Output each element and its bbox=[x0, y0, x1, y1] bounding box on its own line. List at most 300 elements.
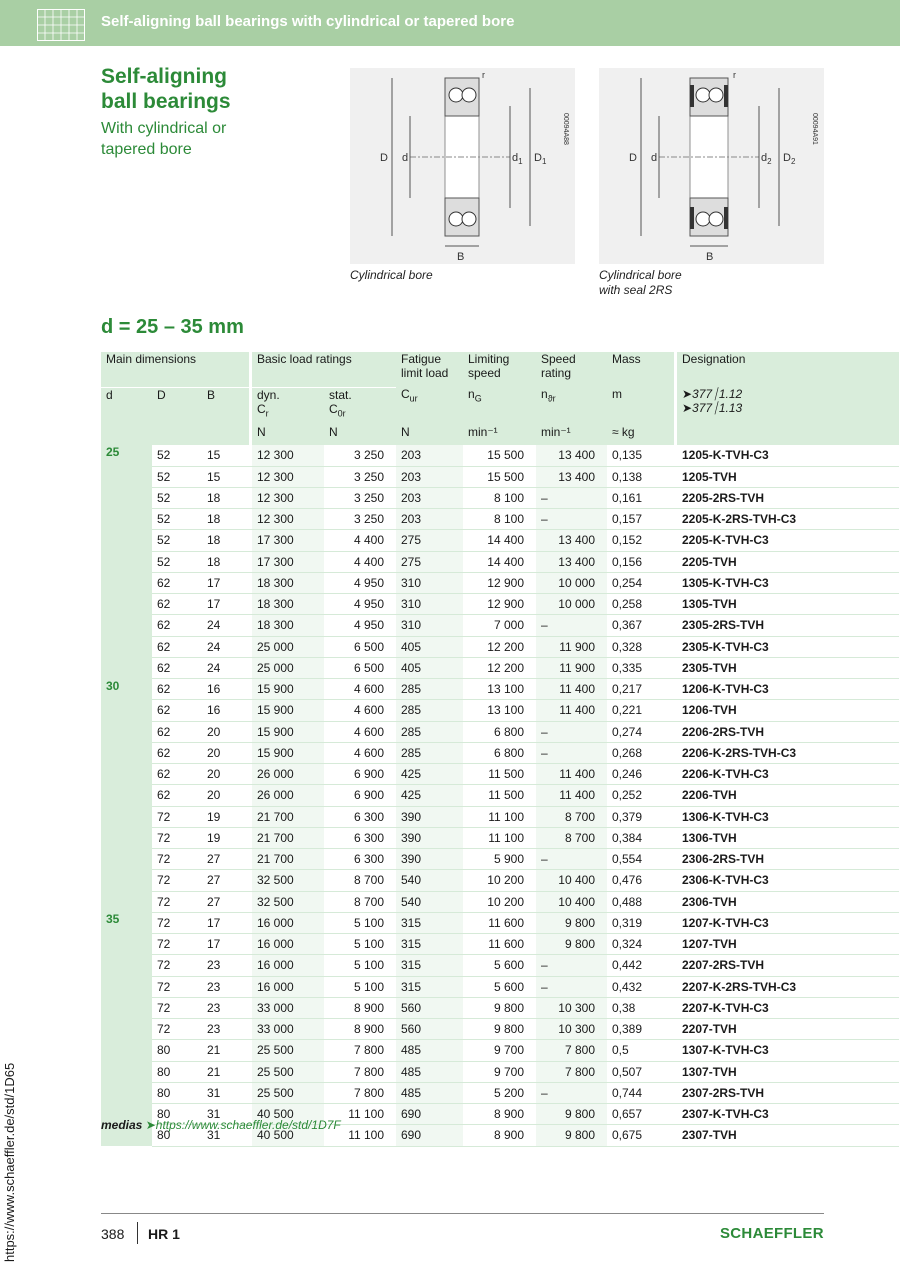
cell-c0r: 4 950 bbox=[324, 594, 396, 615]
unit-ntheta: min⁻¹ bbox=[536, 425, 607, 445]
cell-cr: 16 000 bbox=[252, 912, 324, 933]
table-row bbox=[101, 1061, 899, 1082]
cell-ntheta: 13 400 bbox=[536, 530, 607, 551]
cell-ng: 9 800 bbox=[463, 1019, 536, 1040]
cell-ntheta: 8 700 bbox=[536, 827, 607, 848]
bearing-drawing-cylindrical bbox=[350, 68, 575, 264]
header-cur: $C_{ur}$ bbox=[396, 387, 463, 425]
table-row bbox=[101, 530, 899, 551]
cell-mass: 0,274 bbox=[607, 721, 674, 742]
cell-d: 72 bbox=[152, 912, 202, 933]
cell-b: 24 bbox=[202, 636, 249, 657]
cell-designation: 1305-K-TVH-C3 bbox=[677, 572, 899, 593]
cell-d: 72 bbox=[152, 849, 202, 870]
cell-mass: 0,246 bbox=[607, 764, 674, 785]
cell-d: 80 bbox=[152, 1082, 202, 1103]
cell-ntheta: 8 700 bbox=[536, 806, 607, 827]
fig2-label-D2: D bbox=[783, 152, 791, 164]
table-row bbox=[101, 1019, 899, 1040]
cell-c0r: 8 700 bbox=[324, 870, 396, 891]
header-B: B bbox=[202, 387, 249, 425]
cell-ng: 11 100 bbox=[463, 806, 536, 827]
table-row bbox=[101, 891, 899, 912]
cell-d: 62 bbox=[152, 594, 202, 615]
header-mass: Mass bbox=[607, 352, 674, 387]
header-d: d bbox=[101, 387, 152, 425]
cell-ng: 12 200 bbox=[463, 636, 536, 657]
cell-cr: 18 300 bbox=[252, 615, 324, 636]
fig2-label-d: d bbox=[651, 152, 658, 164]
cell-mass: 0,328 bbox=[607, 636, 674, 657]
cell-ntheta: 9 800 bbox=[536, 912, 607, 933]
cell-c0r: 4 950 bbox=[324, 615, 396, 636]
fig1-label-D1: D bbox=[534, 152, 542, 164]
cell-c0r: 7 800 bbox=[324, 1040, 396, 1061]
cell-b: 19 bbox=[202, 827, 249, 848]
cell-c0r: 6 500 bbox=[324, 657, 396, 678]
cell-mass: 0,258 bbox=[607, 594, 674, 615]
cell-mass: 0,157 bbox=[607, 509, 674, 530]
cell-mass: 0,319 bbox=[607, 912, 674, 933]
cell-cr: 12 300 bbox=[252, 445, 324, 466]
cell-cr: 33 000 bbox=[252, 1019, 324, 1040]
cell-c0r: 3 250 bbox=[324, 487, 396, 508]
cell-mass: 0,324 bbox=[607, 934, 674, 955]
table-row bbox=[101, 636, 899, 657]
arrow-icon: ➤ bbox=[145, 1118, 156, 1132]
section-title bbox=[101, 64, 231, 114]
cell-designation: 2305-K-TVH-C3 bbox=[677, 636, 899, 657]
cell-designation: 2206-K-2RS-TVH-C3 bbox=[677, 742, 899, 763]
cell-ng: 12 200 bbox=[463, 657, 536, 678]
cell-ng: 12 900 bbox=[463, 572, 536, 593]
cell-cr: 40 500 bbox=[252, 1125, 324, 1146]
cell-d: 72 bbox=[152, 955, 202, 976]
cell-ng: 9 800 bbox=[463, 997, 536, 1018]
cell-c0r: 4 600 bbox=[324, 679, 396, 700]
section-subtitle-line1: With cylindrical or bbox=[101, 120, 227, 137]
cell-ntheta: 11 400 bbox=[536, 764, 607, 785]
cell-designation: 1306-K-TVH-C3 bbox=[677, 806, 899, 827]
cell-d: 52 bbox=[152, 551, 202, 572]
cell-designation: 1307-TVH bbox=[677, 1061, 899, 1082]
table-row bbox=[101, 445, 899, 466]
cell-ng: 8 100 bbox=[463, 487, 536, 508]
table-row bbox=[101, 764, 899, 785]
cell-cur: 540 bbox=[396, 891, 463, 912]
cell-d: 52 bbox=[152, 466, 202, 487]
cell-mass: 0,221 bbox=[607, 700, 674, 721]
cell-b: 19 bbox=[202, 806, 249, 827]
cell-d: 72 bbox=[152, 1019, 202, 1040]
cell-b: 20 bbox=[202, 721, 249, 742]
cell-designation: 2206-K-TVH-C3 bbox=[677, 764, 899, 785]
banner-title: Self-aligning ball bearings with cylindrical or tapered bore bbox=[101, 13, 515, 30]
cell-ntheta: 7 800 bbox=[536, 1061, 607, 1082]
bearing-table-body bbox=[101, 445, 899, 1146]
cell-b: 16 bbox=[202, 679, 249, 700]
table-row bbox=[101, 934, 899, 955]
cell-ng: 11 500 bbox=[463, 764, 536, 785]
cell-b: 24 bbox=[202, 615, 249, 636]
cell-ntheta: – bbox=[536, 742, 607, 763]
cell-b: 17 bbox=[202, 934, 249, 955]
fig1-label-D1-sub: 1 bbox=[541, 157, 547, 166]
table-row bbox=[101, 551, 899, 572]
cell-ntheta: 11 900 bbox=[536, 657, 607, 678]
cell-c0r: 4 600 bbox=[324, 700, 396, 721]
cell-cur: 285 bbox=[396, 721, 463, 742]
cell-b: 31 bbox=[202, 1125, 249, 1146]
cell-c0r: 6 300 bbox=[324, 806, 396, 827]
cell-cr: 40 500 bbox=[252, 1104, 324, 1125]
fig2-label-D2-sub: 2 bbox=[790, 157, 796, 166]
cell-cr: 15 900 bbox=[252, 700, 324, 721]
cell-cr: 18 300 bbox=[252, 594, 324, 615]
cell-cur: 405 bbox=[396, 657, 463, 678]
cell-mass: 0,389 bbox=[607, 1019, 674, 1040]
cell-b: 17 bbox=[202, 572, 249, 593]
cell-cr: 18 300 bbox=[252, 572, 324, 593]
footer-divider bbox=[101, 1213, 824, 1214]
cell-cur: 285 bbox=[396, 679, 463, 700]
fig2-label-d2-sub: 2 bbox=[767, 157, 772, 166]
cell-designation: 2306-K-TVH-C3 bbox=[677, 870, 899, 891]
cell-cur: 390 bbox=[396, 849, 463, 870]
cell-designation: 1207-TVH bbox=[677, 934, 899, 955]
cell-ng: 11 600 bbox=[463, 912, 536, 933]
cell-d: 62 bbox=[152, 785, 202, 806]
table-row bbox=[101, 955, 899, 976]
header-ntheta: $n_{ϑr}$ bbox=[536, 387, 607, 425]
cell-designation: 2307-TVH bbox=[677, 1125, 899, 1146]
cell-ng: 12 900 bbox=[463, 594, 536, 615]
header-designation: Designation bbox=[677, 352, 899, 387]
fig2-label-D: D bbox=[629, 152, 637, 164]
footer-separator bbox=[137, 1222, 138, 1244]
cell-mass: 0,657 bbox=[607, 1104, 674, 1125]
cell-d: 72 bbox=[152, 827, 202, 848]
cell-d: 62 bbox=[152, 764, 202, 785]
table-row bbox=[101, 785, 899, 806]
table-row bbox=[101, 679, 899, 700]
cell-b: 27 bbox=[202, 849, 249, 870]
cell-cur: 425 bbox=[396, 785, 463, 806]
table-row bbox=[101, 657, 899, 678]
cell-mass: 0,367 bbox=[607, 615, 674, 636]
cell-cur: 405 bbox=[396, 636, 463, 657]
cell-d: 80 bbox=[152, 1125, 202, 1146]
cell-ntheta: – bbox=[536, 955, 607, 976]
cell-c0r: 8 900 bbox=[324, 997, 396, 1018]
cell-cr: 16 000 bbox=[252, 976, 324, 997]
cell-mass: 0,161 bbox=[607, 487, 674, 508]
svg-text:d1 bbox=[512, 152, 523, 166]
cell-ng: 11 600 bbox=[463, 934, 536, 955]
cell-cur: 315 bbox=[396, 934, 463, 955]
cell-cur: 275 bbox=[396, 551, 463, 572]
cell-cur: 285 bbox=[396, 742, 463, 763]
cell-cr: 26 000 bbox=[252, 764, 324, 785]
table-row bbox=[101, 721, 899, 742]
cell-ntheta: 10 000 bbox=[536, 572, 607, 593]
cell-cr: 26 000 bbox=[252, 785, 324, 806]
cell-c0r: 8 900 bbox=[324, 1019, 396, 1040]
top-banner bbox=[0, 0, 900, 46]
cell-designation: 1206-TVH bbox=[677, 700, 899, 721]
fig1-code: 00094A88 bbox=[562, 113, 569, 145]
cell-d: 72 bbox=[152, 997, 202, 1018]
header-references: ➤377⏐1.12 ➤377⏐1.13 bbox=[677, 387, 899, 425]
cell-ntheta: 9 800 bbox=[536, 1125, 607, 1146]
cell-mass: 0,156 bbox=[607, 551, 674, 572]
cell-b: 18 bbox=[202, 487, 249, 508]
cell-d: 80 bbox=[152, 1061, 202, 1082]
cell-d: 62 bbox=[152, 742, 202, 763]
cell-c0r: 7 800 bbox=[324, 1082, 396, 1103]
cell-c0r: 3 250 bbox=[324, 466, 396, 487]
unit-mass: ≈ kg bbox=[607, 425, 674, 445]
cell-b: 23 bbox=[202, 976, 249, 997]
cell-mass: 0,432 bbox=[607, 976, 674, 997]
table-row bbox=[101, 466, 899, 487]
cell-b: 27 bbox=[202, 891, 249, 912]
table-row bbox=[101, 615, 899, 636]
cell-b: 18 bbox=[202, 509, 249, 530]
cell-designation: 2207-2RS-TVH bbox=[677, 955, 899, 976]
cell-mass: 0,38 bbox=[607, 997, 674, 1018]
cell-b: 20 bbox=[202, 764, 249, 785]
cell-b: 23 bbox=[202, 997, 249, 1018]
cell-mass: 0,152 bbox=[607, 530, 674, 551]
cell-d: 52 bbox=[152, 487, 202, 508]
cell-mass: 0,384 bbox=[607, 827, 674, 848]
cell-ntheta: – bbox=[536, 976, 607, 997]
fig2-label-r: r bbox=[733, 70, 736, 80]
svg-text:D1 bbox=[534, 152, 547, 166]
table-row bbox=[101, 912, 899, 933]
cell-cur: 690 bbox=[396, 1104, 463, 1125]
cell-d: 72 bbox=[152, 870, 202, 891]
cell-cur: 310 bbox=[396, 572, 463, 593]
cell-b: 15 bbox=[202, 466, 249, 487]
cell-c0r: 6 900 bbox=[324, 764, 396, 785]
cell-cur: 203 bbox=[396, 487, 463, 508]
table-row bbox=[101, 997, 899, 1018]
cell-c0r: 6 300 bbox=[324, 849, 396, 870]
header-D: D bbox=[152, 387, 202, 425]
fig2-label-d2: d bbox=[761, 152, 768, 164]
cell-designation: 2205-K-TVH-C3 bbox=[677, 530, 899, 551]
cell-cr: 32 500 bbox=[252, 891, 324, 912]
cell-ng: 11 500 bbox=[463, 785, 536, 806]
cell-d: 62 bbox=[152, 657, 202, 678]
cell-c0r: 3 250 bbox=[324, 509, 396, 530]
cell-ntheta: 13 400 bbox=[536, 551, 607, 572]
side-url[interactable]: https://www.schaeffler.de/std/1D65 bbox=[2, 1062, 17, 1262]
cell-ntheta: – bbox=[536, 509, 607, 530]
cell-ng: 9 700 bbox=[463, 1040, 536, 1061]
cell-ntheta: – bbox=[536, 849, 607, 870]
cell-cur: 275 bbox=[396, 530, 463, 551]
cell-designation: 2306-TVH bbox=[677, 891, 899, 912]
cell-ntheta: 10 400 bbox=[536, 870, 607, 891]
bearing-table bbox=[101, 352, 899, 1147]
cell-d: 80 bbox=[152, 1040, 202, 1061]
cell-c0r: 7 800 bbox=[324, 1061, 396, 1082]
cell-mass: 0,379 bbox=[607, 806, 674, 827]
cell-cr: 12 300 bbox=[252, 509, 324, 530]
cell-ntheta: 11 400 bbox=[536, 679, 607, 700]
catalog-code: HR 1 bbox=[148, 1226, 180, 1242]
cell-d: 72 bbox=[152, 976, 202, 997]
header-ng: $n_G$ bbox=[463, 387, 536, 425]
cell-c0r: 4 600 bbox=[324, 742, 396, 763]
cell-cr: 12 300 bbox=[252, 487, 324, 508]
caption-cylindrical: Cylindrical bore bbox=[350, 268, 433, 282]
medias-url[interactable]: https://www.schaeffler.de/std/1D7F bbox=[155, 1118, 341, 1132]
header-fatigue: Fatigue limit load bbox=[396, 352, 463, 387]
cell-designation: 2206-TVH bbox=[677, 785, 899, 806]
cell-ng: 6 800 bbox=[463, 721, 536, 742]
cell-cur: 285 bbox=[396, 700, 463, 721]
cell-b: 31 bbox=[202, 1082, 249, 1103]
cell-ng: 15 500 bbox=[463, 466, 536, 487]
cell-cur: 485 bbox=[396, 1040, 463, 1061]
cell-ntheta: 13 400 bbox=[536, 445, 607, 466]
cell-ntheta: 13 400 bbox=[536, 466, 607, 487]
section-subtitle-line2: tapered bore bbox=[101, 141, 192, 158]
cell-ng: 15 500 bbox=[463, 445, 536, 466]
cell-designation: 1306-TVH bbox=[677, 827, 899, 848]
cell-d: 52 bbox=[152, 509, 202, 530]
cell-cur: 540 bbox=[396, 870, 463, 891]
cell-designation: 2307-K-TVH-C3 bbox=[677, 1104, 899, 1125]
cell-d: 25 bbox=[101, 445, 152, 678]
cell-c0r: 4 950 bbox=[324, 572, 396, 593]
cell-cur: 310 bbox=[396, 594, 463, 615]
cell-designation: 1205-K-TVH-C3 bbox=[677, 445, 899, 466]
cell-ng: 5 600 bbox=[463, 976, 536, 997]
cell-b: 16 bbox=[202, 700, 249, 721]
cell-cur: 485 bbox=[396, 1082, 463, 1103]
cell-d: 35 bbox=[101, 912, 152, 1146]
cell-cur: 203 bbox=[396, 509, 463, 530]
cell-c0r: 4 400 bbox=[324, 551, 396, 572]
cell-b: 27 bbox=[202, 870, 249, 891]
cell-c0r: 8 700 bbox=[324, 891, 396, 912]
table-row bbox=[101, 827, 899, 848]
unit-dyn: N bbox=[252, 425, 324, 445]
cell-cr: 25 000 bbox=[252, 657, 324, 678]
cell-mass: 0,138 bbox=[607, 466, 674, 487]
cell-cur: 315 bbox=[396, 912, 463, 933]
cell-designation: 2207-K-2RS-TVH-C3 bbox=[677, 976, 899, 997]
header-stat: stat. $C_{0r}$ bbox=[324, 387, 396, 425]
unit-ng: min⁻¹ bbox=[463, 425, 536, 445]
header-basic-load-ratings: Basic load ratings bbox=[252, 352, 396, 387]
cell-mass: 0,335 bbox=[607, 657, 674, 678]
cell-d: 52 bbox=[152, 530, 202, 551]
cell-b: 17 bbox=[202, 594, 249, 615]
cell-ng: 14 400 bbox=[463, 551, 536, 572]
cell-mass: 0,252 bbox=[607, 785, 674, 806]
table-row bbox=[101, 806, 899, 827]
cell-designation: 2207-K-TVH-C3 bbox=[677, 997, 899, 1018]
cell-cr: 17 300 bbox=[252, 551, 324, 572]
cell-cur: 315 bbox=[396, 976, 463, 997]
cell-d: 80 bbox=[152, 1104, 202, 1125]
cell-ng: 13 100 bbox=[463, 700, 536, 721]
cell-ntheta: 9 800 bbox=[536, 1104, 607, 1125]
section-subtitle bbox=[101, 118, 226, 160]
cell-cur: 203 bbox=[396, 466, 463, 487]
cell-ng: 6 800 bbox=[463, 742, 536, 763]
cell-b: 21 bbox=[202, 1061, 249, 1082]
medias-link[interactable]: medias ➤https://www.schaeffler.de/std/1D7F bbox=[101, 1118, 341, 1132]
header-limiting-speed: Limiting speed bbox=[463, 352, 536, 387]
cell-b: 15 bbox=[202, 445, 249, 466]
cell-mass: 0,507 bbox=[607, 1061, 674, 1082]
cell-designation: 2307-2RS-TVH bbox=[677, 1082, 899, 1103]
fig2-code: 00094A91 bbox=[811, 113, 818, 145]
cell-mass: 0,476 bbox=[607, 870, 674, 891]
cell-ng: 8 900 bbox=[463, 1125, 536, 1146]
cell-c0r: 5 100 bbox=[324, 955, 396, 976]
section-title-line2: ball bearings bbox=[101, 90, 231, 113]
cell-cur: 390 bbox=[396, 827, 463, 848]
cell-c0r: 6 300 bbox=[324, 827, 396, 848]
cell-designation: 2207-TVH bbox=[677, 1019, 899, 1040]
header-main-dimensions: Main dimensions bbox=[101, 352, 249, 387]
cell-d: 62 bbox=[152, 615, 202, 636]
caption-sealed: Cylindrical bore with seal 2RS bbox=[599, 268, 682, 297]
diameter-range-title: d = 25 – 35 mm bbox=[101, 316, 244, 338]
cell-ng: 8 100 bbox=[463, 509, 536, 530]
fig2-label-B: B bbox=[706, 251, 714, 263]
cell-designation: 1307-K-TVH-C3 bbox=[677, 1040, 899, 1061]
unit-cur: N bbox=[396, 425, 463, 445]
cell-mass: 0,442 bbox=[607, 955, 674, 976]
cell-ng: 5 600 bbox=[463, 955, 536, 976]
cell-ng: 8 900 bbox=[463, 1104, 536, 1125]
cell-ntheta: 10 300 bbox=[536, 1019, 607, 1040]
cell-ng: 9 700 bbox=[463, 1061, 536, 1082]
table-row bbox=[101, 742, 899, 763]
cell-designation: 1206-K-TVH-C3 bbox=[677, 679, 899, 700]
cell-mass: 0,744 bbox=[607, 1082, 674, 1103]
cell-c0r: 11 100 bbox=[324, 1125, 396, 1146]
table-row bbox=[101, 1040, 899, 1061]
cell-cur: 485 bbox=[396, 1061, 463, 1082]
cell-cr: 21 700 bbox=[252, 827, 324, 848]
cell-ng: 5 200 bbox=[463, 1082, 536, 1103]
cell-d: 62 bbox=[152, 636, 202, 657]
svg-text:d2 bbox=[761, 152, 772, 166]
cell-b: 18 bbox=[202, 551, 249, 572]
cell-designation: 2305-TVH bbox=[677, 657, 899, 678]
cell-c0r: 11 100 bbox=[324, 1104, 396, 1125]
cell-b: 18 bbox=[202, 530, 249, 551]
section-title-line1: Self-aligning bbox=[101, 65, 227, 88]
cell-b: 20 bbox=[202, 785, 249, 806]
cell-b: 31 bbox=[202, 1104, 249, 1125]
cell-ntheta: – bbox=[536, 1082, 607, 1103]
cell-ntheta: 7 800 bbox=[536, 1040, 607, 1061]
table-row bbox=[101, 700, 899, 721]
fig1-label-r: r bbox=[482, 70, 485, 80]
cell-designation: 2205-TVH bbox=[677, 551, 899, 572]
